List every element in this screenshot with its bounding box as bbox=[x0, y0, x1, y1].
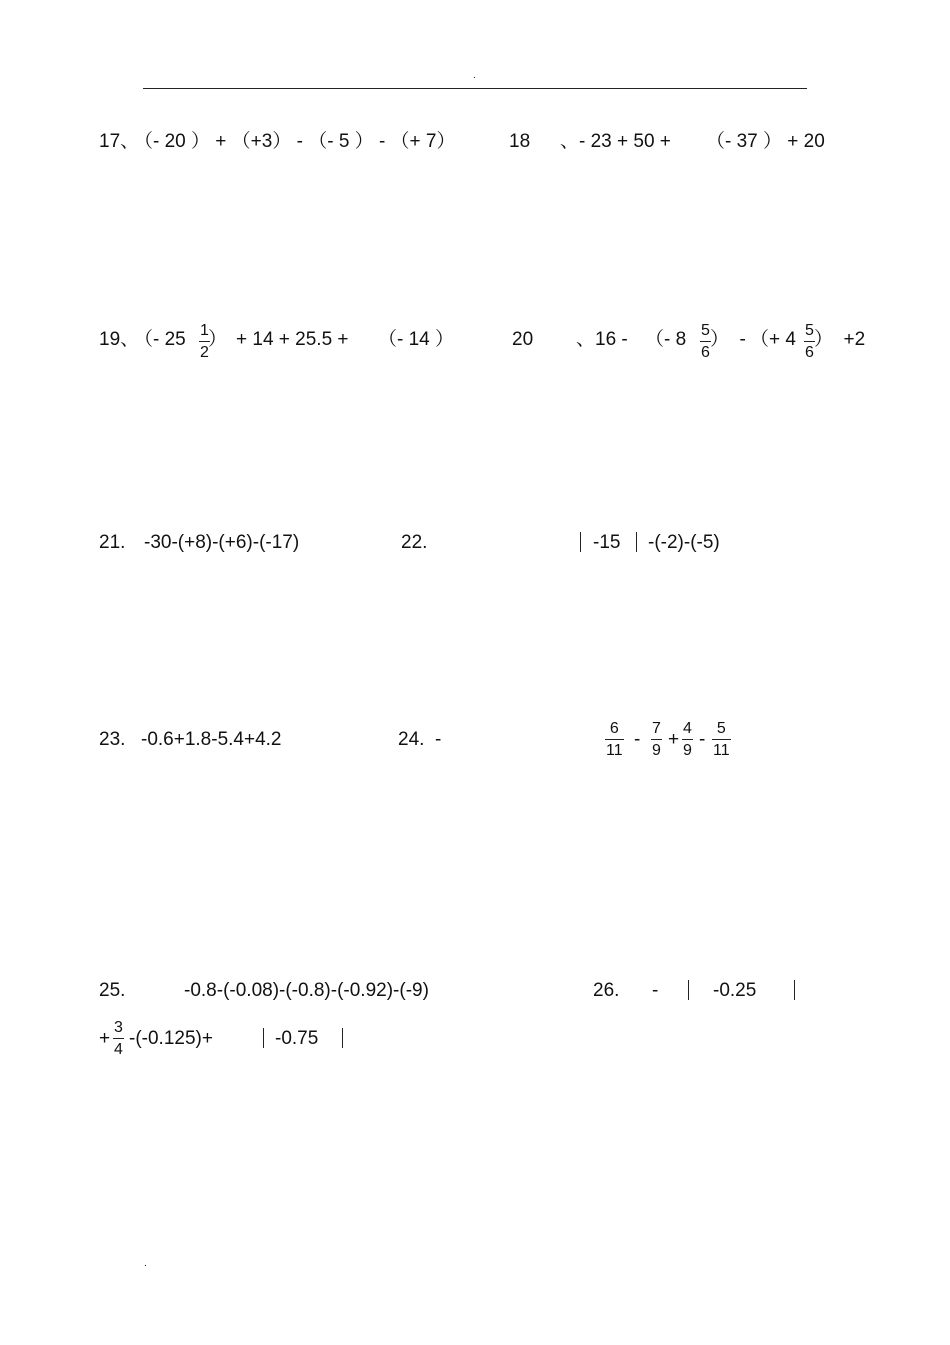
absolute-value-bar bbox=[636, 532, 637, 552]
absolute-value-bar bbox=[580, 532, 581, 552]
fraction-numerator: 7 bbox=[652, 720, 661, 737]
problem-26-fraction bbox=[113, 1020, 124, 1058]
fraction-numerator: 5 bbox=[716, 720, 726, 737]
problem-24-fraction-1 bbox=[605, 721, 624, 759]
problem-18-expression: 、- 23 + 50 + bbox=[560, 131, 671, 152]
fraction-denominator: 9 bbox=[683, 742, 692, 759]
problem-24-number: 24. - bbox=[398, 729, 442, 750]
problem-26-abs-2: -0.75 bbox=[275, 1028, 319, 1049]
problem-26-middle: -(-0.125)+ bbox=[129, 1028, 213, 1049]
problem-19-middle: + 14 + 25.5 + bbox=[236, 329, 349, 350]
absolute-value-bar bbox=[342, 1028, 343, 1048]
header-rule bbox=[143, 88, 807, 89]
problem-24-operator-1: - bbox=[634, 729, 641, 750]
problem-19-close: ） bbox=[208, 329, 228, 350]
absolute-value-bar bbox=[688, 980, 689, 1000]
problem-24-fraction-2 bbox=[651, 721, 662, 759]
fraction-denominator: 11 bbox=[713, 742, 730, 759]
problem-20-part-b: （- 8 bbox=[645, 329, 687, 350]
problem-24-fraction-3 bbox=[682, 721, 693, 759]
fraction-denominator: 6 bbox=[805, 344, 814, 361]
problem-20-part-c: ） - bbox=[710, 329, 746, 350]
problem-19-open: （- 25 bbox=[134, 329, 186, 350]
fraction-denominator: 2 bbox=[200, 344, 209, 361]
problem-21-expression: -30-(+8)-(+6)-(-17) bbox=[144, 532, 300, 553]
problem-26-abs-1: -0.25 bbox=[713, 980, 757, 1001]
problem-21-number: 21. bbox=[99, 532, 126, 553]
problem-26-minus: - bbox=[652, 980, 659, 1001]
fraction-numerator: 5 bbox=[701, 322, 710, 339]
problem-26-number: 26. bbox=[593, 980, 620, 1001]
fraction-denominator: 6 bbox=[701, 344, 710, 361]
header-dot: . bbox=[473, 70, 476, 81]
problem-18-rest: （- 37 ） + 20 bbox=[706, 131, 825, 152]
problem-24-operator-2: + bbox=[668, 729, 680, 750]
problem-26-plus: + bbox=[99, 1028, 111, 1049]
problem-20-part-a: 、16 - bbox=[576, 329, 628, 350]
problem-20-part-e: ） +2 bbox=[814, 329, 866, 350]
absolute-value-bar bbox=[794, 980, 795, 1000]
problem-25-expression: -0.8-(-0.08)-(-0.8)-(-0.92)-(-9) bbox=[184, 980, 429, 1001]
problem-24-operator-3: - bbox=[699, 729, 706, 750]
problem-19-rest: （- 14 ） bbox=[378, 329, 455, 350]
problem-23-expression: -0.6+1.8-5.4+4.2 bbox=[141, 729, 282, 750]
fraction-numerator: 1 bbox=[200, 322, 209, 339]
fraction-denominator: 9 bbox=[652, 742, 661, 759]
problem-22-number: 22. bbox=[401, 532, 428, 553]
problem-22-inner: -15 bbox=[593, 532, 621, 553]
problem-23-number: 23. bbox=[99, 729, 126, 750]
problem-17-expression: （- 20 ） + （+3） - （- 5 ） - （+ 7） bbox=[134, 131, 456, 152]
problem-20-part-d: （+ 4 bbox=[750, 329, 796, 350]
problem-25-number: 25. bbox=[99, 980, 126, 1001]
fraction-numerator: 6 bbox=[609, 720, 619, 737]
problem-18-number: 18 bbox=[509, 131, 531, 152]
problem-24-fraction-4 bbox=[712, 721, 731, 759]
fraction-numerator: 5 bbox=[805, 322, 814, 339]
fraction-numerator: 3 bbox=[114, 1019, 123, 1036]
fraction-numerator: 4 bbox=[683, 720, 692, 737]
problem-22-rest: -(-2)-(-5) bbox=[648, 532, 720, 553]
fraction-denominator: 11 bbox=[606, 742, 623, 759]
absolute-value-bar bbox=[263, 1028, 264, 1048]
fraction-denominator: 4 bbox=[114, 1041, 123, 1058]
footer-dot: . bbox=[144, 1258, 147, 1269]
problem-17-number: 17、 bbox=[99, 131, 140, 152]
problem-20-number: 20 bbox=[512, 329, 534, 350]
problem-19-number: 19、 bbox=[99, 329, 140, 350]
